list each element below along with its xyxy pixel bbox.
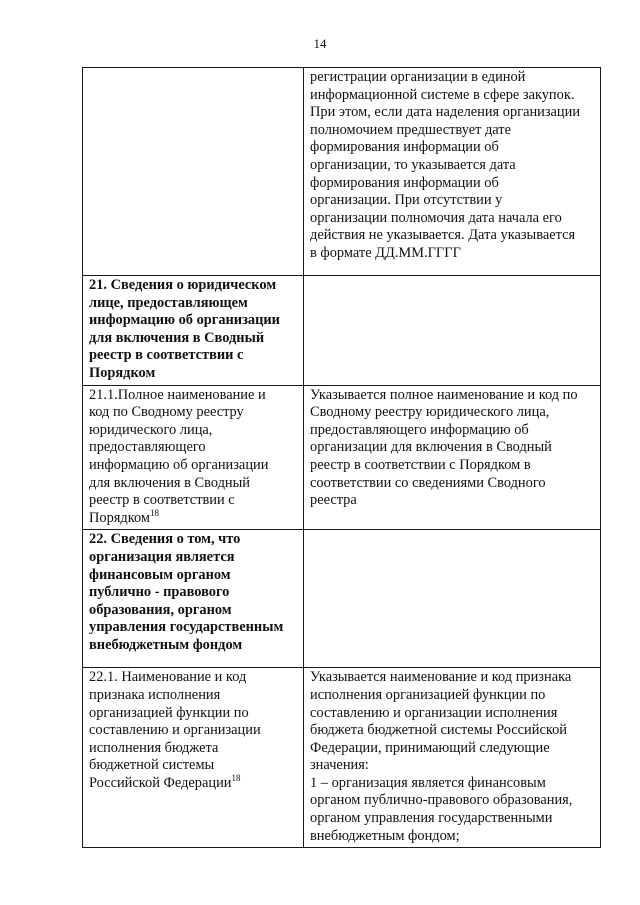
text-line: 1 – организация является финансовым: [310, 774, 546, 791]
text-line: внебюджетным фондом;: [310, 827, 460, 844]
text-line: реестр в соответствии с: [89, 492, 235, 509]
footnote-ref: 18: [150, 507, 160, 518]
text-line: реестра: [310, 492, 357, 509]
table-row: [83, 530, 601, 668]
heading-line: реестр в соответствии с: [89, 347, 244, 364]
text-line: Федерации, принимающий следующие: [310, 739, 550, 756]
text-line: действия не указывается. Дата указывается: [310, 227, 576, 244]
table-cell-description: [304, 385, 601, 530]
text-line: организации для включения в Сводный: [310, 439, 552, 456]
heading-line: образования, органом: [89, 601, 232, 618]
text-line: организации, то указывается дата: [310, 156, 516, 173]
text-line: составлению и организации: [89, 722, 261, 739]
text-line: 22.1. Наименование и код: [89, 669, 247, 686]
text-line: организации. При отсутствии у: [310, 192, 503, 209]
text-line: Сводному реестру юридического лица,: [310, 404, 550, 421]
text-line: 21.1.Полное наименование и: [89, 386, 266, 403]
heading-line: лице, предоставляющем: [89, 294, 248, 311]
text-line: Указывается наименование и код признака: [310, 669, 572, 686]
section-heading-cell: [83, 276, 304, 386]
text-fragment: Российской Федерации: [89, 774, 232, 791]
text-line: исполнения бюджета: [89, 739, 219, 756]
table-cell-empty: [83, 68, 304, 276]
text-line: регистрации организации в единой: [310, 69, 526, 85]
table-row: [83, 385, 601, 530]
text-line: При этом, если дата наделения организации: [310, 104, 581, 121]
text-line: соответствии со сведениями Сводного: [310, 474, 546, 491]
table-cell-description: [304, 668, 601, 848]
text-line: составлению и организации исполнения: [310, 704, 558, 721]
text-line: формирования информации об: [310, 139, 499, 156]
footnote-ref: 18: [231, 773, 241, 784]
text-line: юридического лица,: [89, 421, 213, 438]
text-line: органом публично-правового образования,: [310, 792, 573, 809]
text-fragment: Порядком: [89, 509, 151, 526]
text-line: для включения в Сводный: [89, 474, 250, 491]
table-row: [83, 68, 601, 276]
text-line: признака исполнения: [89, 686, 221, 703]
text-line: организацией функции по: [89, 704, 249, 721]
field-name-cell: [83, 668, 304, 848]
text-line: реестр в соответствии с Порядком в: [310, 456, 531, 473]
text-line: предоставляющего: [89, 439, 206, 456]
heading-line: публично - правового: [89, 584, 230, 601]
heading-line: 21. Сведения о юридическом: [89, 277, 277, 293]
text-line: бюджетной системы: [89, 757, 215, 774]
table-cell-description: [304, 68, 601, 276]
text-line: информационной системе в сфере закупок.: [310, 86, 575, 103]
text-line: предоставляющего информацию об: [310, 421, 529, 438]
heading-line: информацию об организации: [89, 312, 280, 329]
section-heading-cell: [83, 530, 304, 668]
field-name-cell: [83, 385, 304, 530]
text-line: в формате ДД.ММ.ГГГГ: [310, 244, 461, 261]
text-line: формирования информации об: [310, 174, 499, 191]
text-line: [89, 507, 299, 528]
text-line: полномочием предшествует дате: [310, 121, 511, 138]
heading-line: 22. Сведения о том, что: [89, 531, 241, 548]
text-line: Указывается полное наименование и код по: [310, 386, 578, 403]
heading-line: для включения в Сводный: [89, 329, 265, 346]
heading-line: Порядком: [89, 364, 156, 381]
table-row: [83, 668, 601, 848]
text-line: бюджета бюджетной системы Российской: [310, 722, 567, 739]
requirements-table: [82, 67, 601, 848]
table-cell-empty: [304, 530, 601, 668]
page-number: 14: [313, 36, 327, 51]
text-line: значения:: [310, 757, 369, 774]
text-line: организации полномочия дата начала его: [310, 209, 562, 226]
text-line: информацию об организации: [89, 456, 269, 473]
heading-line: управления государственным: [89, 619, 284, 636]
text-line: органом управления государственными: [310, 810, 553, 827]
table-cell-empty: [304, 276, 601, 386]
table-row: [83, 276, 601, 386]
text-line: исполнения организацией функции по: [310, 686, 546, 703]
heading-line: финансовым органом: [89, 566, 231, 583]
text-line: код по Сводному реестру: [89, 404, 244, 421]
text-line: [89, 775, 299, 793]
heading-line: организация является: [89, 548, 235, 565]
heading-line: внебюджетным фондом: [89, 636, 243, 653]
